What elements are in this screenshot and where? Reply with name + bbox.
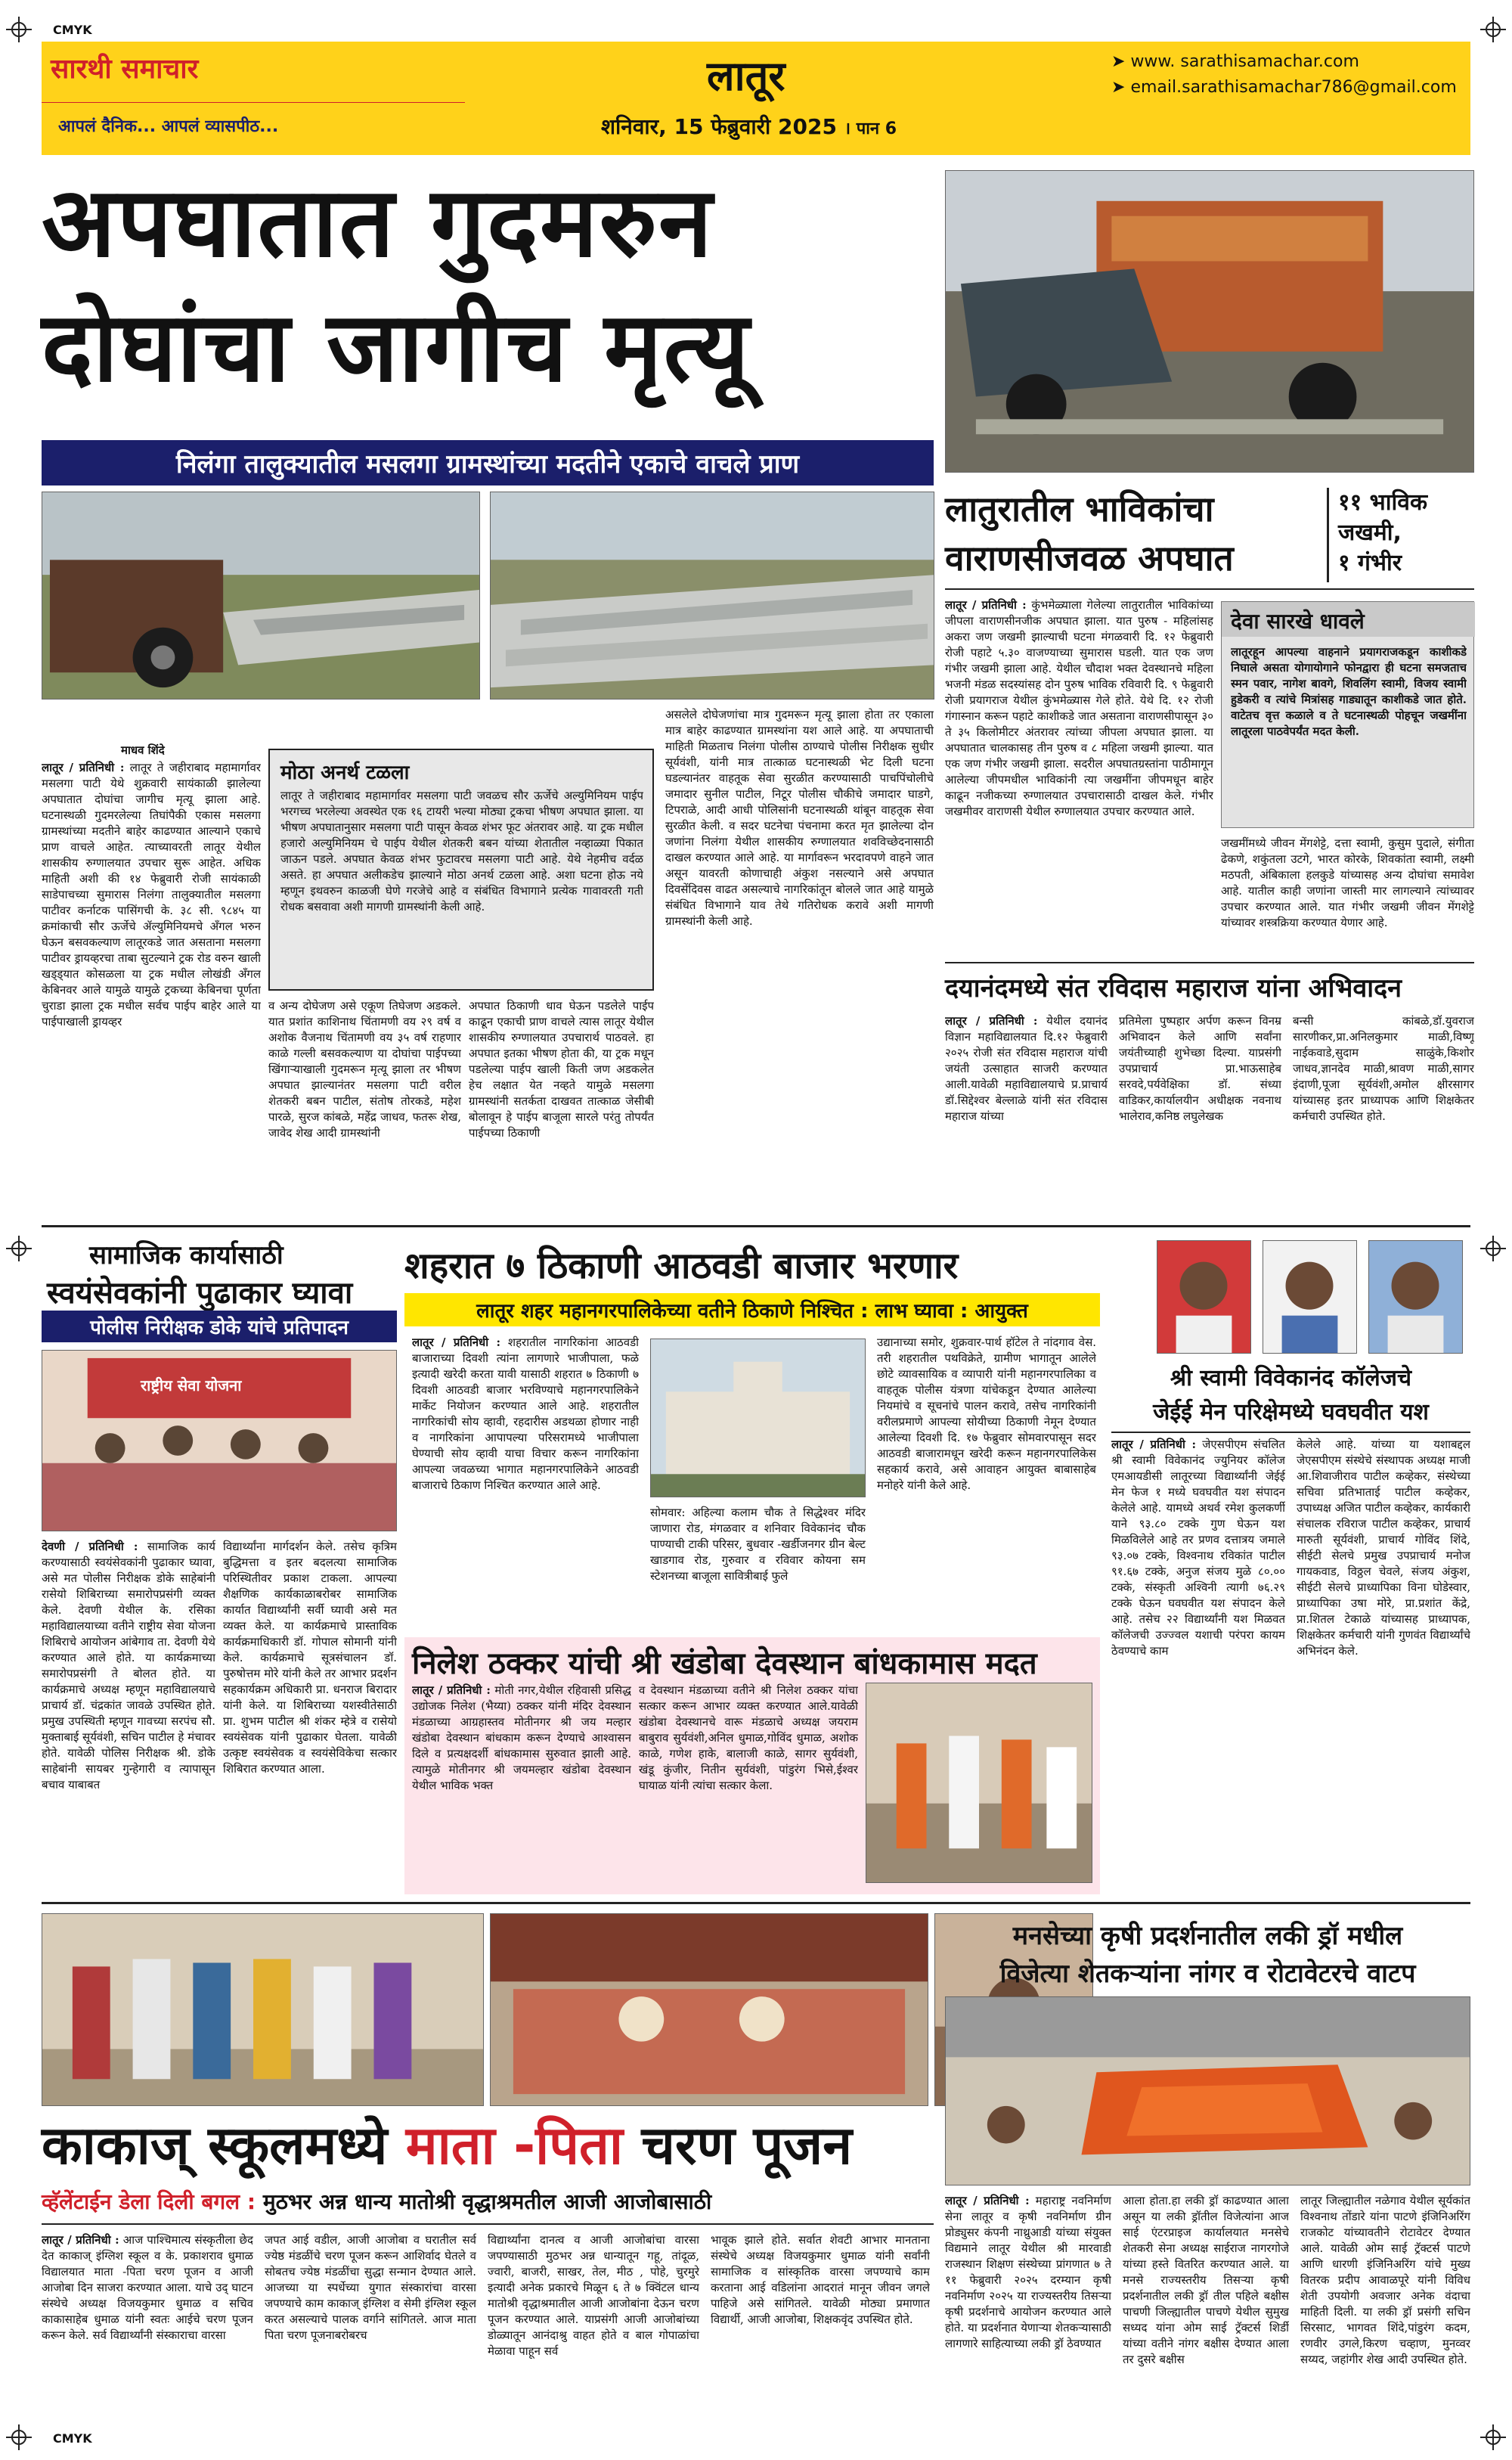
lead-column-2: व अन्य दोघेजण असे एकूण तिघेजण अडकले. यात प्रशांत काशिनाथ चिंतामणी वय २९ वर्ष व अशोक वैजनाथ चिंतामणी वय ३५ वर्ष राहणार काळे गल्ली बसवकल्याण या दोघांचा पाईपच्या खिंगाऱ्याखाली गुदमरून मृत्यू झाला तर भीषण अपघात झाल्यानंतर मसलगा पाटी वरील शेतकरी बबन पाटील, संतोष तोरकडे, महेश पारळे, सुरज कांबळे, महेंद्र जाधव, फतरू शेख, जावेद शेख आदी ग्रामस्थांनी <box>268 999 461 1140</box>
varanasi-headline-line2: वाराणसीजवळ अपघात <box>945 538 1234 579</box>
rule <box>42 2223 934 2225</box>
lead-column-4: असलेले दोघेजणांचा मात्र गुदमरून मृत्यू झाला होता तर एकाला मात्र बाहेर काढण्यात ग्रामस्थांना यश आले आहे. या अपघाताची माहिती मिळताच निलंगा पोलीस ठाण्याचे पोलीस निरीक्षक सुधीर सूर्यवंशी, यांनी मात्र तात्काळ घटनास्थळी भेट दिली घटना घडल्यानंतर वाहतूक सेवा सुरळीत करण्यासाठी पाचपिंचोलीचे जमादार सुनील पाटील, निटूर पोलीस चौकीचे जमादार घाडगे, टिपराळे, आदी आधी पोलिसांनी घटनास्थळी थांबून वाहतूक सेवा सुरळीत केली. व सदर घटनेचा पंचनामा करत मृत झालेल्या दोन जणांना निलंगा येथील शासकीय रुग्णालयात शवविच्छेदनासाठी दाखल करण्यात आले आहे. या मार्गावरून भरदावपणे वाहने जात असून यावरती कोणाचाही अंकुश नसल्याने असे अपघात दिवसेंदिवस वाढत असल्याचे नागरिकांतून बोलले जात आहे यामुळे संबंधित विभागाने याव तेथे गतिरोधक करावे अशी मागणी ग्रामस्थांनी केली आहे. <box>665 708 934 928</box>
edition-date <box>601 112 897 141</box>
city-name: लातूर <box>707 52 785 100</box>
lead-column-3: अपघात ठिकाणी धाव घेऊन पडलेले पाईप काढून एकाची प्राण वाचले त्यास लातूर येथील शासकीय रुग्णालयात उपचारार्थ पाठवले. हा अपघात इतका भीषण होता की, या ट्रक मधून पडलेल्या पाईप खाली किती जण अडकलेत हेच लक्षात येत नव्हते यामुळे मसलगा ग्रामस्थांनी सतर्कता दाखवत तात्काळ जेसीबी बोलावून हे पाईप बाजूला सारले परंतु तोपर्यंत पाईपच्या ठिकाणी <box>469 999 654 1140</box>
kakaj-headline: काकाज् स्कूलमध्ये माता -पिता चरण पूजन <box>42 2114 853 2176</box>
ravidas-column-3: बन्सी कांबळे,डॉ.युवराज सारणीकर,प्रा.अनिलकुमार माळी,विष्णू नाईकवाडे,सुदाम साळुंके,किशोर जाधव,ज्ञानदेव माळी,श्रावण माळी,सागर इंदाणी,पूजा सूर्यवंशी,अमोल क्षीरसागर यांच्यासह इतर प्राध्यापक आणि शिक्षकेतर कर्मचारी उपस्थित होते. <box>1293 1014 1474 1123</box>
jee-column-1: लातूर / प्रतिनिधी : जेएसपीएम संचलित श्री स्वामी विवेकानंद ज्युनियर कॉलेज एमआयडीसी लातूरच्या विद्यार्थ्यांनी जेईई मेन फेज १ मध्ये घवघवीत यश संपादन केलेले आहे. यामध्ये अथर्व रमेश कुलकर्णी याने ९३.८० टक्के गुण घेऊन यश मिळविलेले आहे तर प्रणव दत्तात्रय जमाले ९३.०७ टक्के, विश्वनाथ रविकांत पाटील ९१.६७ टक्के, अनुज संजय मुळे ८०.०० टक्के, संस्कृती अश्विनी त्यागी ७६.२९ टक्के घेऊन घवघवीत यश संपादन केले आहे. तसेच २२ विद्यार्थ्यांनी यश मिळवत कॉलेजची उज्ज्वल यशाची परंपरा कायम ठेवण्याचे काम <box>1111 1438 1285 1658</box>
ravidas-column-1: लातूर / प्रतिनिधी : येथील दयानंद विज्ञान महाविद्यालयात दि.१२ फेब्रुवारी २०२५ रोजी संत रविदास महाराज यांची जयंती उत्साहात साजरी करण्यात आली.यावेळी महाविद्यालयाचे प्र.प्राचार्य डॉ.सिद्देश्वर बेल्लाळे यांनी संत रविदास महाराज यांच्या <box>945 1014 1108 1123</box>
lead-headline-line1: अपघातात गुदमरुन <box>42 166 714 279</box>
police-headline-line1: सामाजिक कार्यासाठी <box>89 1240 284 1270</box>
khandoba-headline: निलेश ठक्कर यांची श्री खंडोबा देवस्थान बांधकामास मदत <box>412 1646 1037 1681</box>
tractor-implement-photo <box>945 1996 1470 2185</box>
section-rule <box>42 1225 1470 1227</box>
rescue-box-title: देवा सारखे धावले <box>1231 609 1365 634</box>
kakaj-column-1: लातूर / प्रतिनिधी : आज पाश्चिमात्य संस्कृतीला छेद देत काकाज् इंग्लिश स्कूल व के. प्रकाशराव धुमाळ विद्यालयात माता -पिता चरण पूजन व आजी आजोबा दिन साजरा करण्यात आला. याचे उद् घाटन संस्थेचे अध्यक्ष विजयकुमार धुमाळ व सचिव काकासाहेब धुमाळ यांनी स्वतः आईचे चरण पूजन करून केले. सर्व विद्यार्थ्यांनी संस्काराचा वारसा <box>42 2233 253 2342</box>
rescue-box-text: लातूरहून आपल्या वाहनाने प्रयागराजकडून काशीकडे निघाले असता योगायोगाने फोनद्वारा ही घटना समजताच स्मन पवार, नागेश बावगे, शिवलिंग स्वामी, विजय स्वामी हुडेकरी व त्यांचे मित्रांसह गाड्यातून काशीकडे जात होते. वाटेतच वृत्त कळाले व ते घटनास्थळी पोहचून जखमींना लातूरला पाठवेपर्यंत मदत केली. <box>1231 645 1467 738</box>
felicitation-photo <box>866 1683 1092 1883</box>
masthead <box>42 42 1470 155</box>
mns-column-3: लातूर जिल्ह्यातील नळेगाव येथील सूर्यकांत विश्वनाथ तोंडारे यांना पाटणे इंजिनिअरिंग राजकोट यांच्यावतीने रोटावेटर देण्यात आले. यावेळी ओम साई ट्रॅक्टर्स पाटणे आणि धारणी इंजिनिअरिंग यांचे मुख्य वितरक प्रदीप आवाळपूरे यांनी विविध शेती उपयोगी अवजार अनेक वंदाचा माहिती दिली. या लकी ड्रॉ प्रसंगी सचिन सिरसाट, भागवत शिंदे,पांडुरंग कदम, रणवीर उगले,किरण चव्हाण, मुनव्वर सय्यद, जहांगीर शेख आदी उपस्थित होते. <box>1300 2194 1470 2366</box>
lead-subhead: निलंगा तालुक्यातील मसलगा ग्रामस्थांच्या मदतीने एकाचे वाचले प्राण <box>42 440 934 485</box>
jee-column-2: केलेले आहे. यांच्या या यशाबद्दल जेएसपीएम संस्थेचे संस्थापक अध्यक्ष माजी आ.शिवाजीराव पाटील कव्हेकर, संस्थेच्या सचिवा प्रतिभाताई पाटील कव्हेकर, उपाध्यक्ष अजित पाटील कव्हेकर, कार्यकारी संचालक रविराज पाटील कव्हेकर, प्राचार्य मारुती सूर्यवंशी, प्राचार्य गोविंद शिंदे, सीईटी सेलचे प्रमुख उपप्राचार्य मनोज गायकवाड, विठ्ठल चेवले, संजय अंकुश, सीईटी सेलचे प्राध्यापिका विना घोडेस्वार, प्राध्यापिका उषा मोरे, प्रा.प्रशांत केंद्रे, प्रा.शितल टेकाळे यांच्यासह प्राध्यापक, शिक्षकेतर कर्मचारी यांनी गुणवंत विद्यार्थ्यांचे अभिनंदन केले. <box>1297 1438 1470 1658</box>
sidebar-text: लातूर ते जहीराबाद महामार्गावर मसलगा पाटी जवळच सौर ऊर्जेचे अल्युमिनियम पाईप भरगच्च भरलेल्या अवस्थेत एक १६ टायरी भल्या मोठ्या ट्रकचा भीषण अपघात झाला. या भीषण अपघातानुसार मसलगा पाटी पासून केवळ शंभर फूट अंतरावर आहे. या ट्रक मधील हजारो अल्युमिनियम चे पाईप येथील शेतकरी बबन यांच्या शेतातील नव्हाळ्या पिकात जाऊन पडले. अपघात केवळ शंभर फुटावरच मसलगा पाटी आहे. येथे नेहमीच वर्दळ असते. हा अपघात अलीकडेच झाल्याने मोठा अनर्थ टळला आहे. अशा घटना होऊ नये म्हणून इथवरुन काळजी घेणे गरजेचे आहे व संबंधित विभागाने प्रत्येक गावावरती गती रोधक बसवावा अशी मागणी ग्रामस्थांनी केली आहे. <box>280 789 643 914</box>
mns-headline-line2: विजेत्या शेतकऱ्यांना नांगर व रोटावेटरचे वाटप <box>999 1959 1416 1989</box>
varanasi-text: लातूर / प्रतिनिधी : कुंभमेळ्याला गेलेल्या लातुरातील भाविकांच्या जीपला वाराणसीनजीक अपघात झाला. यात पुरुष - महिलांसह अकरा जण जखमी झाल्याची घटना मंगळवारी दि. १२ फेब्रुवारी रोजी पहाटे ५.३० वाजण्याच्या सुमारास घडली. यात एक जण गंभीर जखमी झाला आहे. येथील चौदाश भक्त देवस्थानचे महिला भजनी मंडळ सदस्यांसह दोन पुरुष भाविक रविवारी दि. ९ फेब्रुवारी रोजी प्रयागराज येथील कुंभमेळ्यास गेले होते. येथे दि. १२ रोजी गंगास्नान करून पहाटे काशीकडे जात असताना वाराणसीपासून ३० ते ३५ किलोमीटर अंतरावर त्यांच्या जीपला अपघात झाला. या अपघातात चालकासह तीन पुरुष व ८ महिला जखमी झाल्या. यात एक जण गंभीर जखमी झाला. सदरील अपघातग्रस्तांना पाठीमागून आलेल्या जीपमधील भाविकांनी त्या जखमींना जीपमधून बाहेर काढून नजीकच्या रुग्णालयात उपचारासाठी दाखल केले. गंभीर जखमीवर वाराणसी येथील रुग्णालयात उपचार करण्यात आले. <box>945 598 1213 818</box>
registration-mark <box>6 2424 32 2450</box>
ravidas-headline: दयानंदमध्ये संत रविदास महाराज यांना अभिवादन <box>945 973 1402 1004</box>
lead-headline-line2: दोघांचा जागीच मृत्यू <box>42 291 751 404</box>
headline-divider <box>1327 488 1329 582</box>
email[interactable]: ➤ email.sarathisamachar786@gmail.com <box>1111 78 1457 97</box>
date: शनिवार, 15 फेब्रुवारी 2025 <box>601 114 837 139</box>
police-headline-line2: स्वयंसेवकांनी पुढाकार घ्यावा <box>47 1276 353 1311</box>
tagline: आपलं दैनिक... आपलं व्यासपीठ... <box>58 117 279 136</box>
student-photo-3 <box>1368 1240 1463 1354</box>
lead-sidebar-box <box>268 749 654 991</box>
kakaj-column-3: विद्यार्थ्यांना दानत्व व आजी आजोबांचा वारसा जपण्यासाठी मुठभर अन्न धान्यातून गहू, तांदूळ, ज्वारी, बाजरी, साखर, तेल, मीठ , पोहे, चुरमुरे इत्यादी अनेक प्रकारचे मिळून ६ ते ७ क्विंटल धान्य मातोश्री वृद्धाश्रमातील आजी आजोबांना देऊन चरण पूजन करण्यात आले. याप्रसंगी आजी आजोबांच्या डोळ्यातून आनंदाश्रु वाहत होते व बाल गोपाळांचा मेळावा पाहून सर्व <box>488 2233 699 2358</box>
scattered-pipes-photo <box>490 492 934 700</box>
registration-mark <box>1480 17 1506 42</box>
sidebar-title: मोठा अनर्थ टळला <box>280 762 410 784</box>
kakaj-subhead: व्हॅलेंटाईन डेला दिली बगल : मुठभर अन्न धान्य मातोश्री वृद्धाश्रमतील आजी आजोबासाठी <box>42 2189 712 2214</box>
kakaj-column-4: भावूक झाले होते. सर्वात शेवटी आभार मानताना संस्थेचे अध्यक्ष विजयकुमार धुमाळ यांनी सर्वांनी सामाजिक व सांस्कृतिक वारसा जपण्याचे काम करताना आई वडिलांना आदरातं मानून जीवन जगले पाहिजे असे सांगितले. यावेळी मोठ्या प्रमाणात विद्यार्थी, आजी आजोबा, शिक्षकवृंद उपस्थित होते. <box>711 2233 930 2326</box>
rule <box>1111 1432 1470 1433</box>
student-photo-1 <box>1157 1240 1251 1354</box>
varanasi-headline-line1: लातुरातील भाविकांचा <box>945 489 1214 529</box>
police-column-2: विद्यार्थ्यांना मार्गदर्शन केले. तसेच कृत्रिम बुद्धिमत्ता व इतर बदलत्या सामाजिक परिस्थितीवर प्रकाश टाकला. आपल्या शैक्षणिक कार्यकाळाबरोबर सामाजिक कार्यात विद्यार्थ्यांनी सर्वी घ्यावी असे मत व्यक्त केले. या कार्यक्रमाचे प्रास्ताविक कार्यक्रमाधिकारी डॉ. गोपाल सोमानी यांनी केले. कार्यक्रमाचे सूत्रसंचालन डॉ. पुरुषोत्तम मोरे यांनी केले तर आभार प्रदर्शन सहकार्यक्रम अधिकारी प्रा. धनराज बिरादार यांनी केले. या शिबिराच्या यशस्वीतेसाठी प्रा. शुभम पाटील श्री शंकर म्हेत्रे व रासेयो स्वयंसेवक यांनी पुढाकार घेतला. यावेळी उत्कृष्ट स्वयंसेवक व स्वयंसेविकेचा सत्कार शिबिरात करण्यात आला. <box>223 1540 397 1776</box>
dateline: लातूर / प्रतिनिधी : <box>42 761 125 774</box>
khandoba-column-2: व देवस्थान मंडळाच्या वतीने श्री निलेश ठक्कर यांचा सत्कार करून आभार व्यक्त करण्यात आले.यावेळी खंडोबा देवस्थानचे वारू मंडळाचे अध्यक्ष जयराम बाबुराव सुर्यवंशी,अनिल धुमाळ,गोविंद धुमाळ, अशोक काळे, गणेश हाके, बालाजी काळे, सागर सुर्यवंशी, खंडू कुंजीर, नितीन सुर्यवंशी, पांडुरंग भिसे,ईश्वर घायाळ यांनी त्यांचा सत्कार केला. <box>639 1683 858 1792</box>
mns-column-2: आला होता.हा लकी ड्रॉ काढण्यात आला असून या लकी ड्रॉतील विजेत्यांना आज साई एंटरप्राइज कार्यालयात मनसेचे शेतकरी सेना अध्यक्ष साईराज नागरगोजे यांच्या हस्ते वितरित करण्यात आले. या मनसे राज्यस्तरीय तिसऱ्या कृषी प्रदर्शनातील लकी ड्रॉ तील पहिले बक्षीस पाचणी जिल्ह्यातील पाचणे येथील सुमुख सध्यद यांना ओम साई ट्रॅक्टर्स शिर्डी यांच्या वतीने नांगर बक्षीस देण्यात आला तर दुसरे बक्षीस <box>1123 2194 1289 2366</box>
website[interactable]: ➤ www. sarathisamachar.com <box>1111 52 1359 71</box>
registration-mark <box>1480 1236 1506 1261</box>
jee-headline-line2: जेईई मेन परिक्षेमध्ये घवघवीत यश <box>1153 1399 1429 1425</box>
registration-mark <box>1480 2424 1506 2450</box>
section-rule <box>42 1902 1470 1904</box>
arrow-icon: ➤ <box>1111 52 1131 71</box>
municipal-building-photo <box>650 1339 866 1497</box>
police-subhead: पोलीस निरीक्षक डोके यांचे प्रतिपादन <box>42 1311 397 1342</box>
school-event-photo-1 <box>42 1913 484 2106</box>
school-event-photo-2 <box>490 1913 928 2106</box>
varanasi-aside: ११ भाविक जखमी, १ गंभीर <box>1338 489 1427 576</box>
market-column-1: लातूर / प्रतिनिधी : शहरातील नागरिकांना आठवडी बाजाराच्या दिवशी त्यांना लागणारे भाजीपाला, फळे इत्यादी खरेदी करता यावी यासाठी शहरात ७ ठिकाणी ७ दिवशी आठवडी बाजार भरविण्याचे महानगरपालिकेने मार्केट नियोजन करण्यात आले आहे. शहरातील नागरिकांची सोय व्हावी, रहदारीस अडथळा होणार नाही व नागरिकांना आपापल्या परिसरामध्ये भाजीपाला घेण्याची सोय व्हावी याचा विचार करून नागरिकांना आपल्या जवळच्या भागात महानगरपालिकेने आठवडी बाजाराचे ठिकाण निश्चित करण्यात आले आहे. <box>412 1335 639 1492</box>
police-column-1: देवणी / प्रतिनिधी : सामाजिक कार्य करण्यासाठी स्वयंसेवकांनी पुढाकार घ्यावा, असे मत पोलीस निरीक्षक डोके साहेबांनी रासेयो शिबिराच्या समारोपप्रसंगी व्यक्त केले. देवणी येथील के. रसिका महाविद्यालयाच्या वतीने राष्ट्रीय सेवा योजना शिबिराचे आयोजन आंबेगाव ता. देवणी येथे करण्यात आले होते. या कार्यक्रमाच्या समारोपप्रसंगी ते बोलत होते. या कार्यक्रमाचे अध्यक्ष म्हणून महाविद्यालयाचे प्राचार्य डॉ. चंद्रकांत जावळे उपस्थित होते. प्रमुख उपस्थिती म्हणून गावच्या सरपंच सौ. मुक्ताबाई सूर्यवंशी, सचिन पाटील हे मंचावर होते. यावेळी पोलिस निरीक्षक श्री. डोके साहेबांनी सायबर गुन्हेगारी व त्यापासून बचाव याबाबत <box>42 1540 215 1791</box>
rule <box>945 588 1474 590</box>
rescue-box <box>1221 601 1474 828</box>
cmyk-label: CMYK <box>53 23 92 37</box>
rule <box>945 962 1474 963</box>
market-subhead: लातूर शहर महानगरपालिकेच्या वतीने ठिकाणे निश्चित : लाभ घ्यावा : आयुक्त <box>404 1293 1100 1326</box>
mns-column-1: लातूर / प्रतिनिधी : महाराष्ट्र नवनिर्माण सेना लातूर व कृषी नवनिर्माण ग्रीन प्रोड्युसर कंपनी नाथ्रुआडी यांच्या संयुक्त विद्यमाने लातूर येथील श्री मारवाडी राजस्थान शिक्षण संस्थेच्या प्रांगणात ७ ते ११ फेब्रुवारी २०२५ दरम्यान कृषी नवनिर्माण २०२५ या राज्यस्तरीय तिसऱ्या कृषी प्रदर्शनाचे आयोजन करण्यात आले होते. या प्रदर्शनात येणाऱ्या शेतकऱ्यासाठी लागणारे साहित्याच्या लकी ड्रॉ ठेवण्यात <box>945 2194 1111 2350</box>
jee-headline-line1: श्री स्वामी विवेकानंद कॉलेजचे <box>1170 1365 1412 1391</box>
truck-crash-photo <box>42 492 480 700</box>
market-column-2: सोमवार: अहिल्या कलाम चौक ते सिद्धेश्वर मंदिर जाणारा रोड, मंगळवार व शनिवार विवेकानंद चौक पाण्याची टाकी परिसर, बुधवार -खर्डीजनगर ग्रीन बेल्ट खाडगाव रोड, गुरुवार व रविवार कोयना सम स्टेशनच्या बाजूला सावित्रीबाई फुले <box>650 1506 866 1583</box>
market-column-3: उद्यानाच्या समोर, शुक्रवार-पार्थ हॉटेल ते नांदगाव वेस. तरी शहरातील पथविक्रेते, ग्रामीण भागातून आलेले छोटे व्यावसायिक व व्यापारी यांनी महानगरपालिका व वाहतूक पोलीस यंत्रणा यांचेकडून देण्यात आलेल्या नियमांचे व सूचनांचे पालन करावे, तसेच नागरिकांनी वरीलप्रमाणे आपल्या सोयीच्या ठिकाणी नेमून देण्यात आलेल्या दिवशी दि. १७ फेब्रुवार सोमवारपासून सदर आठवडी बाजारामधून खरेदी करून महानगरपालिकेस सहकार्य करावे, असे आवाहन आयुक्त बाबासाहेब मनोहरे यांनी केले आहे. <box>877 1335 1096 1492</box>
registration-mark <box>6 1236 32 1261</box>
market-headline: शहरात ७ ठिकाणी आठवडी बाजार भरणार <box>404 1245 959 1287</box>
jeep-accident-photo <box>945 170 1474 473</box>
injured-list: जखमींमध्ये जीवन मेंगशेट्टे, दत्ता स्वामी, कुसुम पुदाले, संगीता ढेकणे, शकुंतला उटगे, भारत कोरके, शिवकांता स्वामी, लक्ष्मी मठपती, अंबिकाला हलकुडे यांच्यासह अन्य दोघांचा समावेश आहे. यातील काही जणांना जास्ती मार लागल्याने त्यांच्यावर उपचार करण्यात आले. यात गंभीर जखमी जीवन मेंगशेट्टे यांच्यावर शस्त्रक्रिया करण्यात येणार आहे. <box>1221 836 1474 929</box>
lead-column-1: लातूर / प्रतिनिधी : लातूर ते जहीराबाद महामार्गावर मसलगा पाटी येथे शुक्रवारी सायंकाळी झालेल्या अपघातात दोघांचा जागीच मृत्यू झाला आहे. घटनास्थळी गुदमरलेल्या तिघांपैकी एकास मसलगा ग्रामस्थांच्या मदतीने बाहेर काढण्यात आल्याने एकाचे प्राण वाचले आहेत. त्याच्यावरती लातूर येथील शासकीय रुग्णालयात उपचार सुरू आहेत. अधिक माहिती अशी की १४ फेब्रुवारी रोजी सायंकाळी साडेपाचच्या सुमारास निलंगा तालुक्यातील मसलगा पाटीवर कर्नाटक पासिंगची के. ३८ सी. ९८४५ या क्रमांकाची सौर ऊर्जेचे ॲल्युमिनियमचे ॲंगल भरुन घेऊन बसवकल्याण लातूरकडे जात असताना मसलगा पाटीवर ड्रायव्हरचा ताबा सुटल्याने ट्रक रोड वरुन खाली खड्ड्यात कोसळला या ट्रक मधील लोखंडी ॲंगल केबिनवर आले यामुळे यामुळे ट्रकच्या केबिनचा पूर्णता चुराडा झाला ट्रक मधील सर्वच पाईप बाहेर आले या पाईपाखाली ड्रायव्हर <box>42 761 261 1028</box>
student-photo-2 <box>1263 1240 1357 1354</box>
byline-name: माधव शिंदे <box>121 743 165 757</box>
registration-mark <box>6 17 32 42</box>
masthead-divider <box>42 102 465 103</box>
arrow-icon: ➤ <box>1111 78 1131 97</box>
nss-camp-photo <box>42 1350 397 1531</box>
khandoba-column-1: लातूर / प्रतिनिधी : मोती नगर,येथील रहिवासी प्रसिद्ध उद्योजक निलेश (भैय्या) ठक्कर यांनी मंदिर देवस्थान मंडळाच्या आग्रहास्तव मोतीनगर श्री जय मल्हार खंडोबा देवस्थान बांधकाम करून देण्याचे आश्वासन दिले व प्रत्यक्षदर्शी बांधकामास सुरुवात झाली आहे. त्यामुळे मोतीनगर श्री जयमल्हार खंडोबा देवस्थान येथील भाविक भक्त <box>412 1683 631 1792</box>
banner-text: राष्ट्रीय सेवा योजना <box>141 1376 242 1394</box>
page-number: । पान 6 <box>844 119 897 138</box>
kakaj-column-2: जपत आई वडील, आजी आजोबा व घरातील सर्व ज्येष्ठ मंडळींचे चरण पूजन करून आशिर्वाद घेतले व सोबतच ज्येष्ठ मंडळींचा सुद्धा सन्मान देण्यात आले. आजच्या या स्पर्धेच्या युगात संस्कारांचा वारसा जपण्याचे काम काकाज् इंग्लिश व सेमी इंग्लिश स्कूल करत असल्याचे पालक वर्गाने सांगितले. आज माता पिता चरण पूजनाबरोबरच <box>265 2233 476 2342</box>
paper-name: सारथी समाचार <box>51 54 199 85</box>
cmyk-label: CMYK <box>53 2431 92 2446</box>
mns-headline-line1: मनसेच्या कृषी प्रदर्शनातील लकी ड्रॉ मधील <box>1012 1921 1403 1951</box>
ravidas-column-2: प्रतिमेला पुष्पहार अर्पण करून विनम्र अभिवादन केले आणि सर्वांना जयंतीच्याही शुभेच्छा दिल्या. याप्रसंगी उपप्राचार्य प्रा.भाऊसाहेब सरवदे,पर्यवेक्षिका डॉ. संध्या वाडिकर,कार्यालयीन अधीक्षक नवनाथ भालेराव,कनिष्ठ लघुलेखक <box>1119 1014 1281 1123</box>
